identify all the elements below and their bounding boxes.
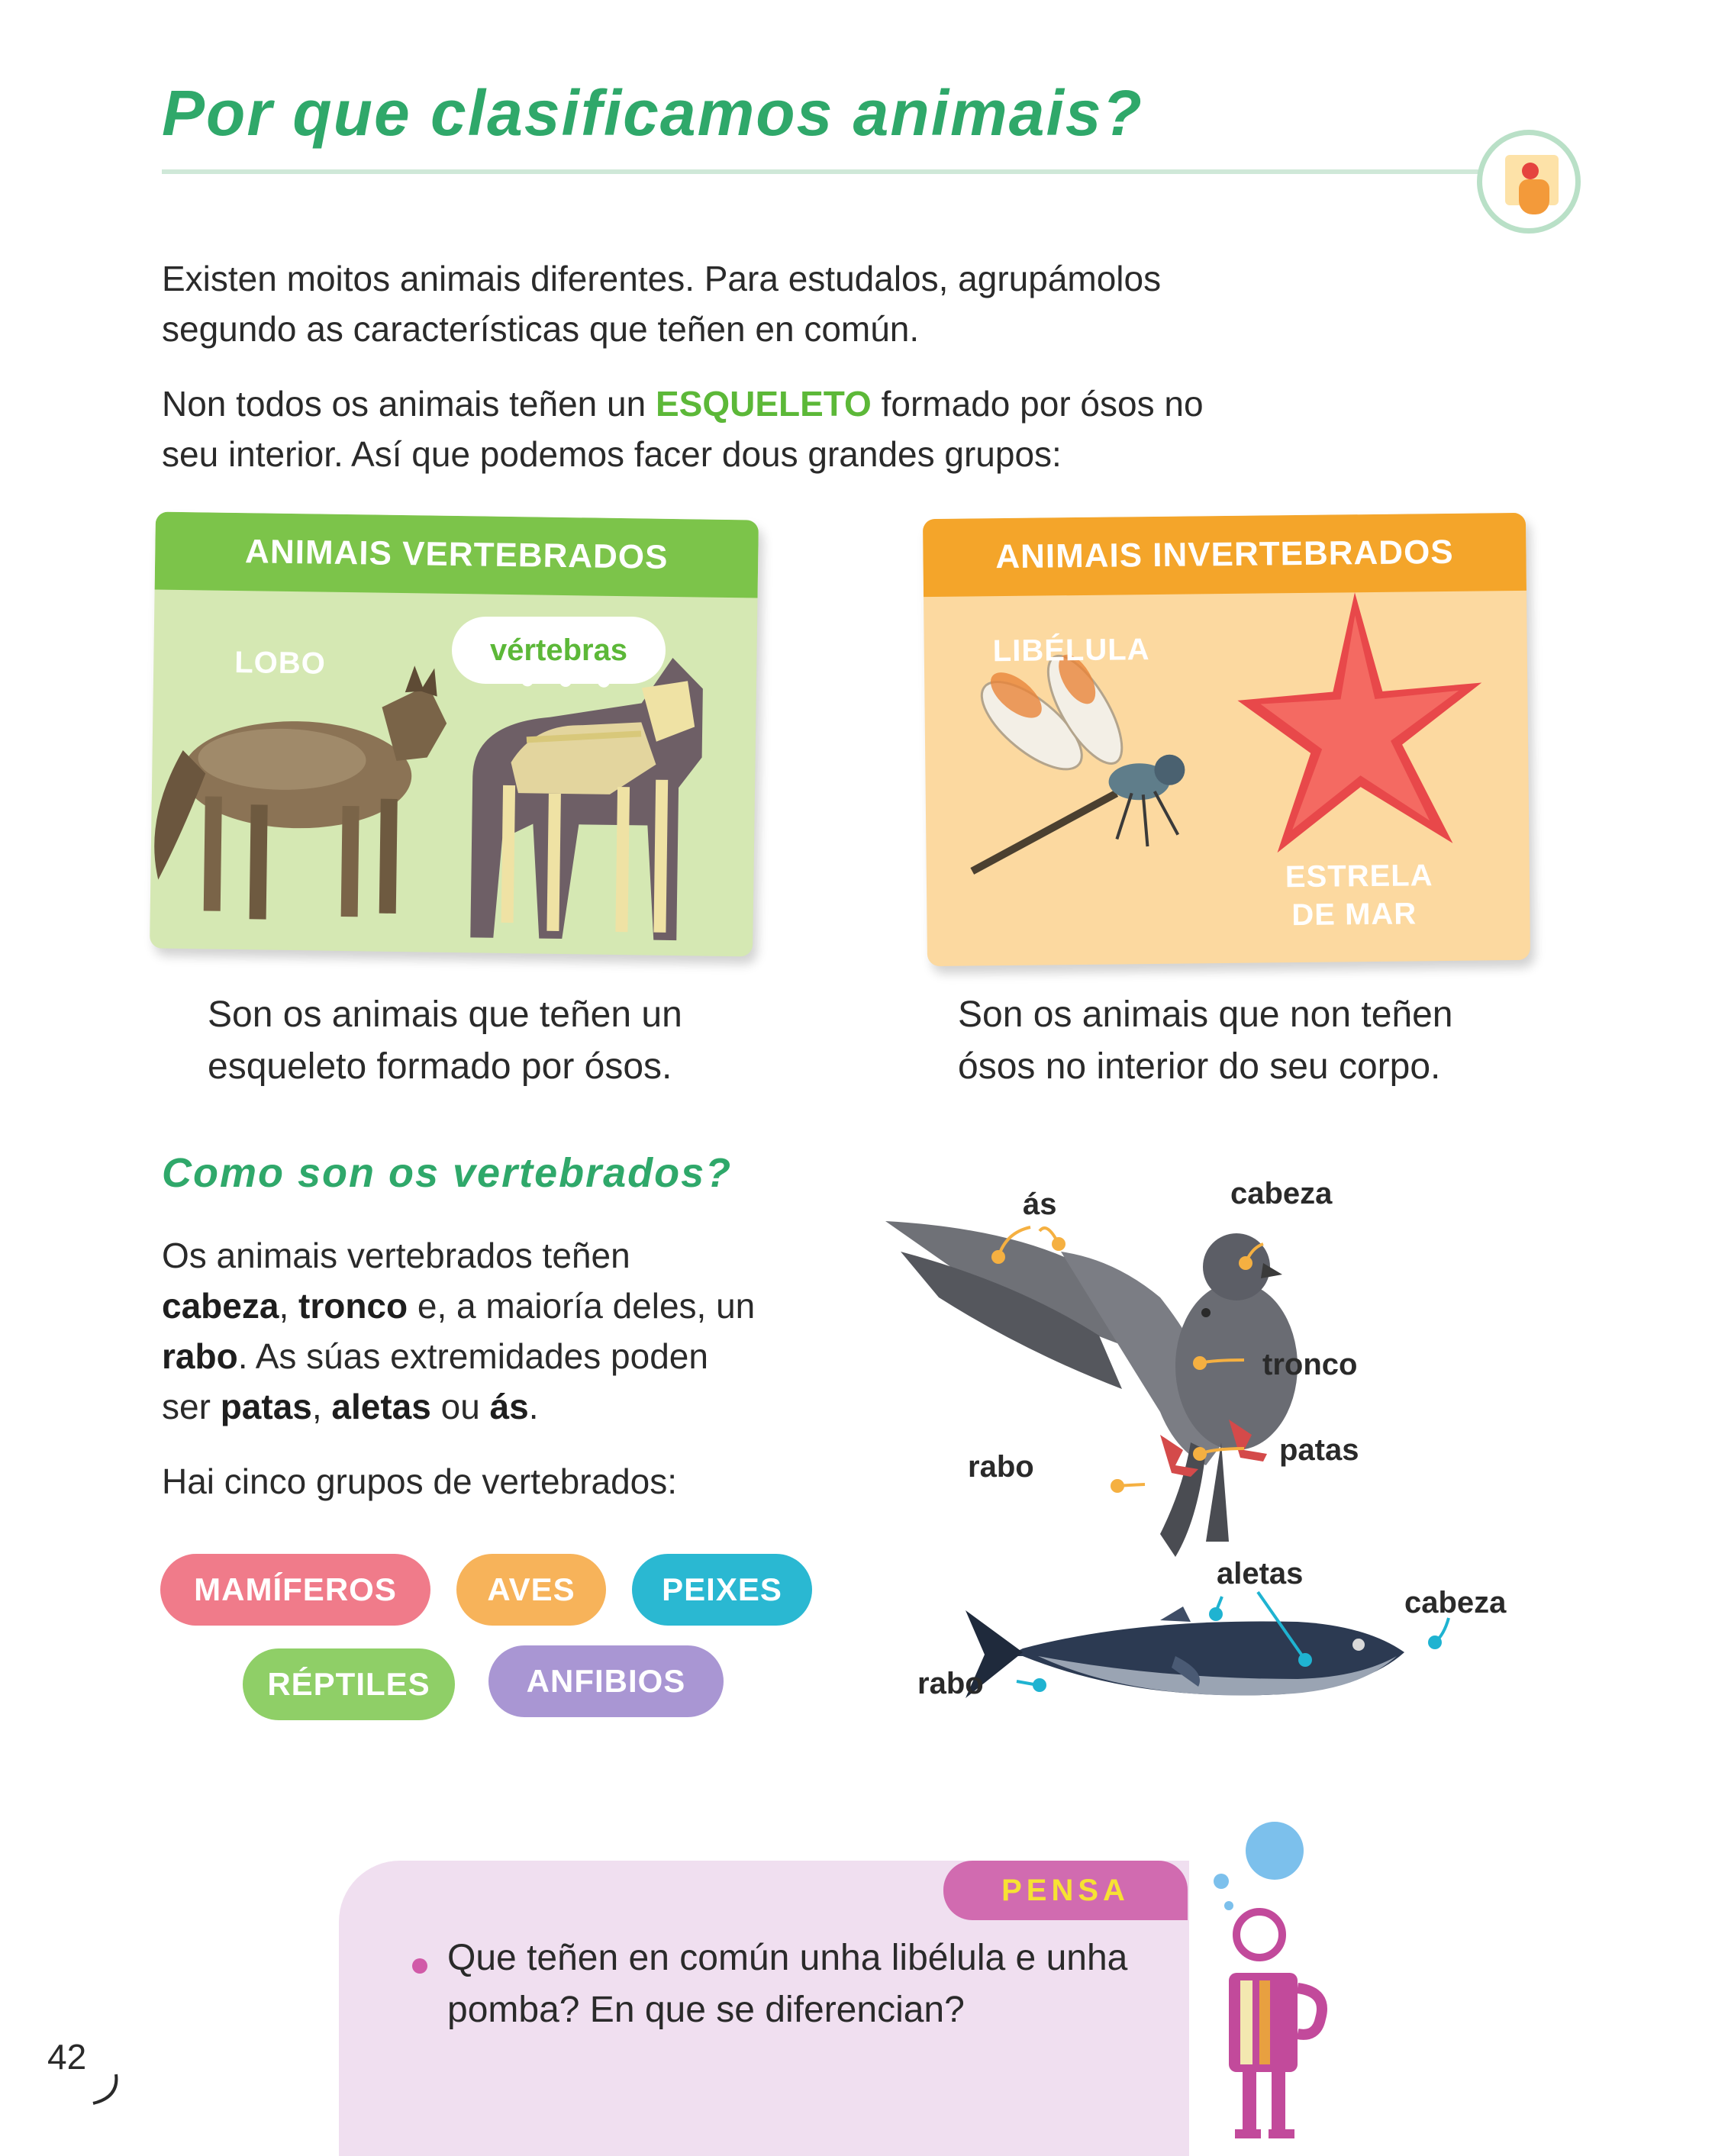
desc-text: , (279, 1286, 298, 1326)
fish-label-tail: rabo (917, 1667, 984, 1700)
fish-label-fins: aletas (1217, 1557, 1304, 1590)
pigeon-image (885, 1221, 1298, 1557)
desc-text: Os animais vertebrados teñen (162, 1236, 630, 1275)
term-rabo: rabo (162, 1336, 238, 1376)
wolf-label: LOBO (234, 645, 327, 681)
term-tronco: tronco (298, 1286, 408, 1326)
term-as: ás (489, 1387, 529, 1426)
pensa-question: Que teñen en común unha libélula e unha pomba? En que se diferencian? (447, 1938, 1128, 2030)
intro-text: Non todos os animais teñen un (162, 384, 656, 424)
pigeon-label-trunk: tronco (1262, 1348, 1358, 1381)
starfish-label-line-2: DE MAR (1291, 897, 1417, 933)
vertebrates-card (150, 512, 759, 957)
wolf-image (153, 662, 447, 922)
term-aletas: aletas (331, 1387, 431, 1426)
term-patas: patas (220, 1387, 312, 1426)
vertebrates-description (162, 1230, 757, 1432)
invertebrates-card-header: ANIMAIS INVERTEBRADOS (923, 513, 1527, 597)
desc-text: . (528, 1387, 539, 1426)
group-pill-anfibios: ANFIBIOS (488, 1645, 724, 1717)
invertebrates-caption: Son os animais que non teñen ósos no interior do seu corpo. (958, 994, 1453, 1087)
group-pill-aves: AVES (456, 1554, 606, 1626)
term-cabeza: cabeza (162, 1286, 279, 1326)
vertebras-callout: vértebras (452, 617, 666, 684)
dragonfly-label: LIBÉLULA (992, 633, 1150, 669)
desc-text: . As súas extremidades poden ser (162, 1336, 708, 1426)
group-pill-mamiferos: MAMÍFEROS (160, 1554, 430, 1626)
page-title: Por que clasificamos animais? (162, 77, 1143, 149)
pigeon-label-legs: patas (1279, 1433, 1359, 1467)
desc-text: e, a maioría deles, un (408, 1286, 756, 1326)
vertebrates-card-header: ANIMAIS VERTEBRADOS (155, 512, 759, 598)
group-pill-peixes: PEIXES (632, 1554, 812, 1626)
starfish-label-line-1: ESTRELA (1285, 859, 1433, 894)
invertebrates-card (923, 513, 1530, 966)
pigeon-label-wings: ás (1023, 1188, 1057, 1221)
pigeon-label-tail: rabo (968, 1450, 1034, 1484)
starfish-image (1236, 591, 1484, 853)
dragonfly-image (968, 644, 1186, 871)
section-subtitle: Como son os vertebrados? (162, 1150, 733, 1196)
page-number: 42 (47, 2037, 87, 2077)
desc-text: , (311, 1387, 332, 1426)
pigeon-label-head: cabeza (1230, 1177, 1333, 1210)
esqueleto-highlight: ESQUELETO (655, 384, 872, 424)
desc-text: ou (430, 1387, 490, 1426)
group-pill-reptiles: RÉPTILES (243, 1648, 455, 1720)
intro-text: formado por ósos no seu interior. Así que podemos facer dous grandes grupos: (162, 384, 1204, 474)
interactive-touch-icon[interactable] (1477, 130, 1581, 234)
intro-paragraph-1: Existen moitos animais diferentes. Para estudalos, agrupámolos segundo as características que teñen en común. (162, 259, 1162, 349)
title-underline (162, 169, 1490, 174)
page-corner-mark (85, 2067, 131, 2112)
vertebrates-caption: Son os animais que teñen un esqueleto formado por ósos. (208, 994, 682, 1087)
thinking-kid-icon (1206, 1820, 1343, 2148)
pensa-bullet (412, 1958, 427, 1974)
fish-label-head: cabeza (1404, 1586, 1507, 1619)
pensa-tab: PENSA (943, 1861, 1188, 1920)
intro-paragraph-2 (162, 379, 1230, 479)
groups-intro: Hai cinco grupos de vertebrados: (162, 1462, 678, 1501)
